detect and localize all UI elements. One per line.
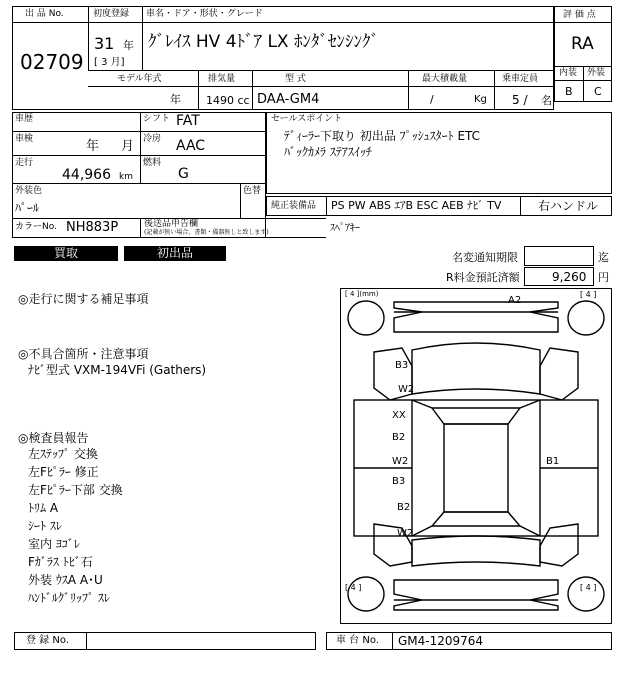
lot-number: 02709	[20, 50, 84, 74]
history-label: 車歴	[15, 114, 34, 124]
defect-item: ﾅﾋﾞ型式 VXM-194VFi (Gathers)	[28, 363, 207, 377]
after-note: (記載が無い場合、書類・備器無しと致します)	[144, 229, 269, 236]
displacement-label: 排気量	[208, 74, 236, 84]
mileage-value: 44,966	[62, 167, 111, 183]
damage-mark-w2-low: W2	[397, 528, 414, 539]
defects-title: ◎不具合箇所・注意事項	[18, 347, 149, 361]
notice-label: 名変通知期限	[452, 251, 518, 264]
interior-grade: B	[565, 85, 573, 98]
tag-first-listing: 初出品	[124, 246, 226, 261]
hood	[412, 343, 540, 394]
color-no-value: NH883P	[66, 220, 119, 235]
color-value: ﾊﾟｰﾙ	[15, 201, 40, 215]
model-year-unit: 年	[170, 93, 181, 106]
score-value: RA	[571, 34, 594, 54]
lot-label: 出 品 No.	[25, 9, 64, 19]
color-label: 外装色	[15, 186, 43, 196]
equipment-value: PS PW ABS ｴｱB ESC AEB ﾅﾋﾞ TV	[331, 199, 502, 212]
wheel-front-right	[568, 301, 604, 335]
shift-value: FAT	[176, 113, 200, 129]
damage-mark-a2: A2	[508, 295, 522, 306]
capacity-label: 乗車定員	[502, 74, 539, 84]
recycle-value: 9,260	[552, 270, 587, 284]
inspector-item: ﾄﾘﾑ A	[28, 501, 59, 515]
color-no-label: カラーNo.	[15, 222, 57, 232]
front-bumper	[394, 302, 558, 332]
fuel-value: G	[178, 166, 189, 182]
rear-fender-right	[540, 524, 578, 566]
trunk-lid	[412, 536, 540, 566]
inspector-item: 左Fﾋﾟﾗｰ 修正	[28, 465, 99, 479]
type-label: 型 式	[285, 74, 306, 84]
damage-mark-w2-mid: W2	[392, 456, 409, 467]
displacement-value: 1490 cc	[206, 94, 250, 107]
notice-box	[524, 246, 594, 266]
corner-top-left: [ 4 ](mm)	[345, 290, 379, 298]
inspector-item: ｼｰﾄ ｽﾚ	[28, 519, 62, 533]
fuel-label: 燃料	[143, 158, 162, 168]
tag-purchase: 買取	[14, 246, 118, 261]
corner-top-right: [ 4 ]	[580, 290, 597, 299]
ac-label: 冷房	[143, 134, 162, 144]
inspector-item: ﾊﾝﾄﾞﾙｸﾞﾘｯﾌﾟ ｽﾚ	[28, 591, 110, 605]
damage-mark-w2-top: W2	[398, 384, 415, 395]
rear-window	[432, 512, 520, 526]
name-label: 車名・ドア・形状・グレード	[146, 9, 263, 19]
reg-label: 初度登録	[93, 9, 130, 19]
max-load-unit: Kg	[474, 94, 487, 105]
chassis-number: GM4-1209764	[398, 634, 484, 648]
notice-unit: 迄	[598, 251, 609, 264]
model-year-label: モデル年式	[117, 74, 162, 84]
corner-bottom-right: [ 4 ]	[580, 583, 597, 592]
shift-label: シフト	[143, 114, 171, 124]
reg-year-unit: 年	[123, 39, 134, 52]
inspector-item: Fｶﾞﾗｽ ﾄﾋﾞ石	[28, 555, 93, 569]
inspector-item: 外装 ｳｽA A･U	[28, 573, 103, 587]
exterior-label: 外装	[587, 68, 606, 78]
capacity-value: 5 /	[512, 93, 528, 107]
sales-label: セールスポイント	[271, 114, 343, 124]
recycle-unit: 円	[598, 271, 609, 284]
mileage-label: 走行	[15, 158, 34, 168]
mileage-unit: km	[119, 172, 133, 182]
car-outline-diagram	[340, 288, 612, 624]
capacity-unit: 名	[541, 94, 552, 107]
damage-mark-xx: XX	[392, 410, 406, 421]
recycle-label: R料金預託済額	[446, 271, 520, 284]
score-label: 評 価 点	[563, 10, 596, 20]
inspector-title: ◎検査員報告	[18, 431, 89, 445]
running-title: ◎走行に関する補足事項	[18, 292, 149, 306]
chassis-label: 車 台 No.	[336, 635, 379, 646]
handle-value: 右ハンドル	[538, 199, 599, 213]
rear-bumper	[394, 580, 558, 610]
ac-value: AAC	[176, 138, 206, 154]
inspector-item: 室内 ﾖｺﾞﾚ	[28, 537, 80, 551]
car-name: ｸﾞﾚｲｽ HV 4ﾄﾞｱ LX ﾎﾝﾀﾞｾﾝｼﾝｸﾞ	[148, 32, 379, 52]
reg-year: 31	[94, 34, 115, 53]
damage-mark-b2-mid: B2	[392, 432, 406, 443]
sales-line2: ﾊﾞｯｸｶﾒﾗ ｽﾃｱｽｲｯﾁ	[284, 145, 372, 159]
repaint-label: 色替	[243, 186, 262, 196]
equipment-label: 純正装備品	[271, 201, 317, 211]
wheel-front-left	[348, 301, 384, 335]
interior-label: 内装	[559, 68, 578, 78]
front-fender-right	[540, 348, 578, 400]
reg-no-label: 登 録 No.	[26, 635, 69, 646]
exterior-grade: C	[594, 85, 602, 98]
sales-line1: ﾃﾞｨｰﾗｰ下取り 初出品 ﾌﾟｯｼｭｽﾀｰﾄ ETC	[284, 129, 481, 143]
reg-month: [ 3 月]	[94, 57, 125, 68]
inspection-label: 車検	[15, 134, 34, 144]
damage-mark-b2-low: B2	[397, 502, 411, 513]
inspector-item: 左Fﾋﾟﾗｰ下部 交換	[28, 483, 123, 497]
damage-mark-b3-mid: B3	[392, 476, 406, 487]
after-value: ｽﾍﾟｱｷｰ	[330, 223, 360, 234]
corner-bottom-left: [ 4 ]	[345, 583, 362, 592]
inspection-month: 月	[121, 139, 135, 154]
damage-mark-b1: B1	[546, 456, 560, 467]
roof	[444, 424, 508, 512]
inspector-item: 左ｽﾃｯﾌﾟ 交換	[28, 447, 98, 461]
max-load-label: 最大積載量	[422, 74, 468, 84]
max-load-slash: /	[430, 93, 434, 106]
type-value: DAA-GM4	[257, 92, 320, 107]
windshield	[432, 408, 520, 424]
inspection-year: 年	[86, 139, 100, 154]
damage-mark-b3-top: B3	[395, 360, 409, 371]
after-label: 後送品申告欄	[144, 219, 199, 229]
